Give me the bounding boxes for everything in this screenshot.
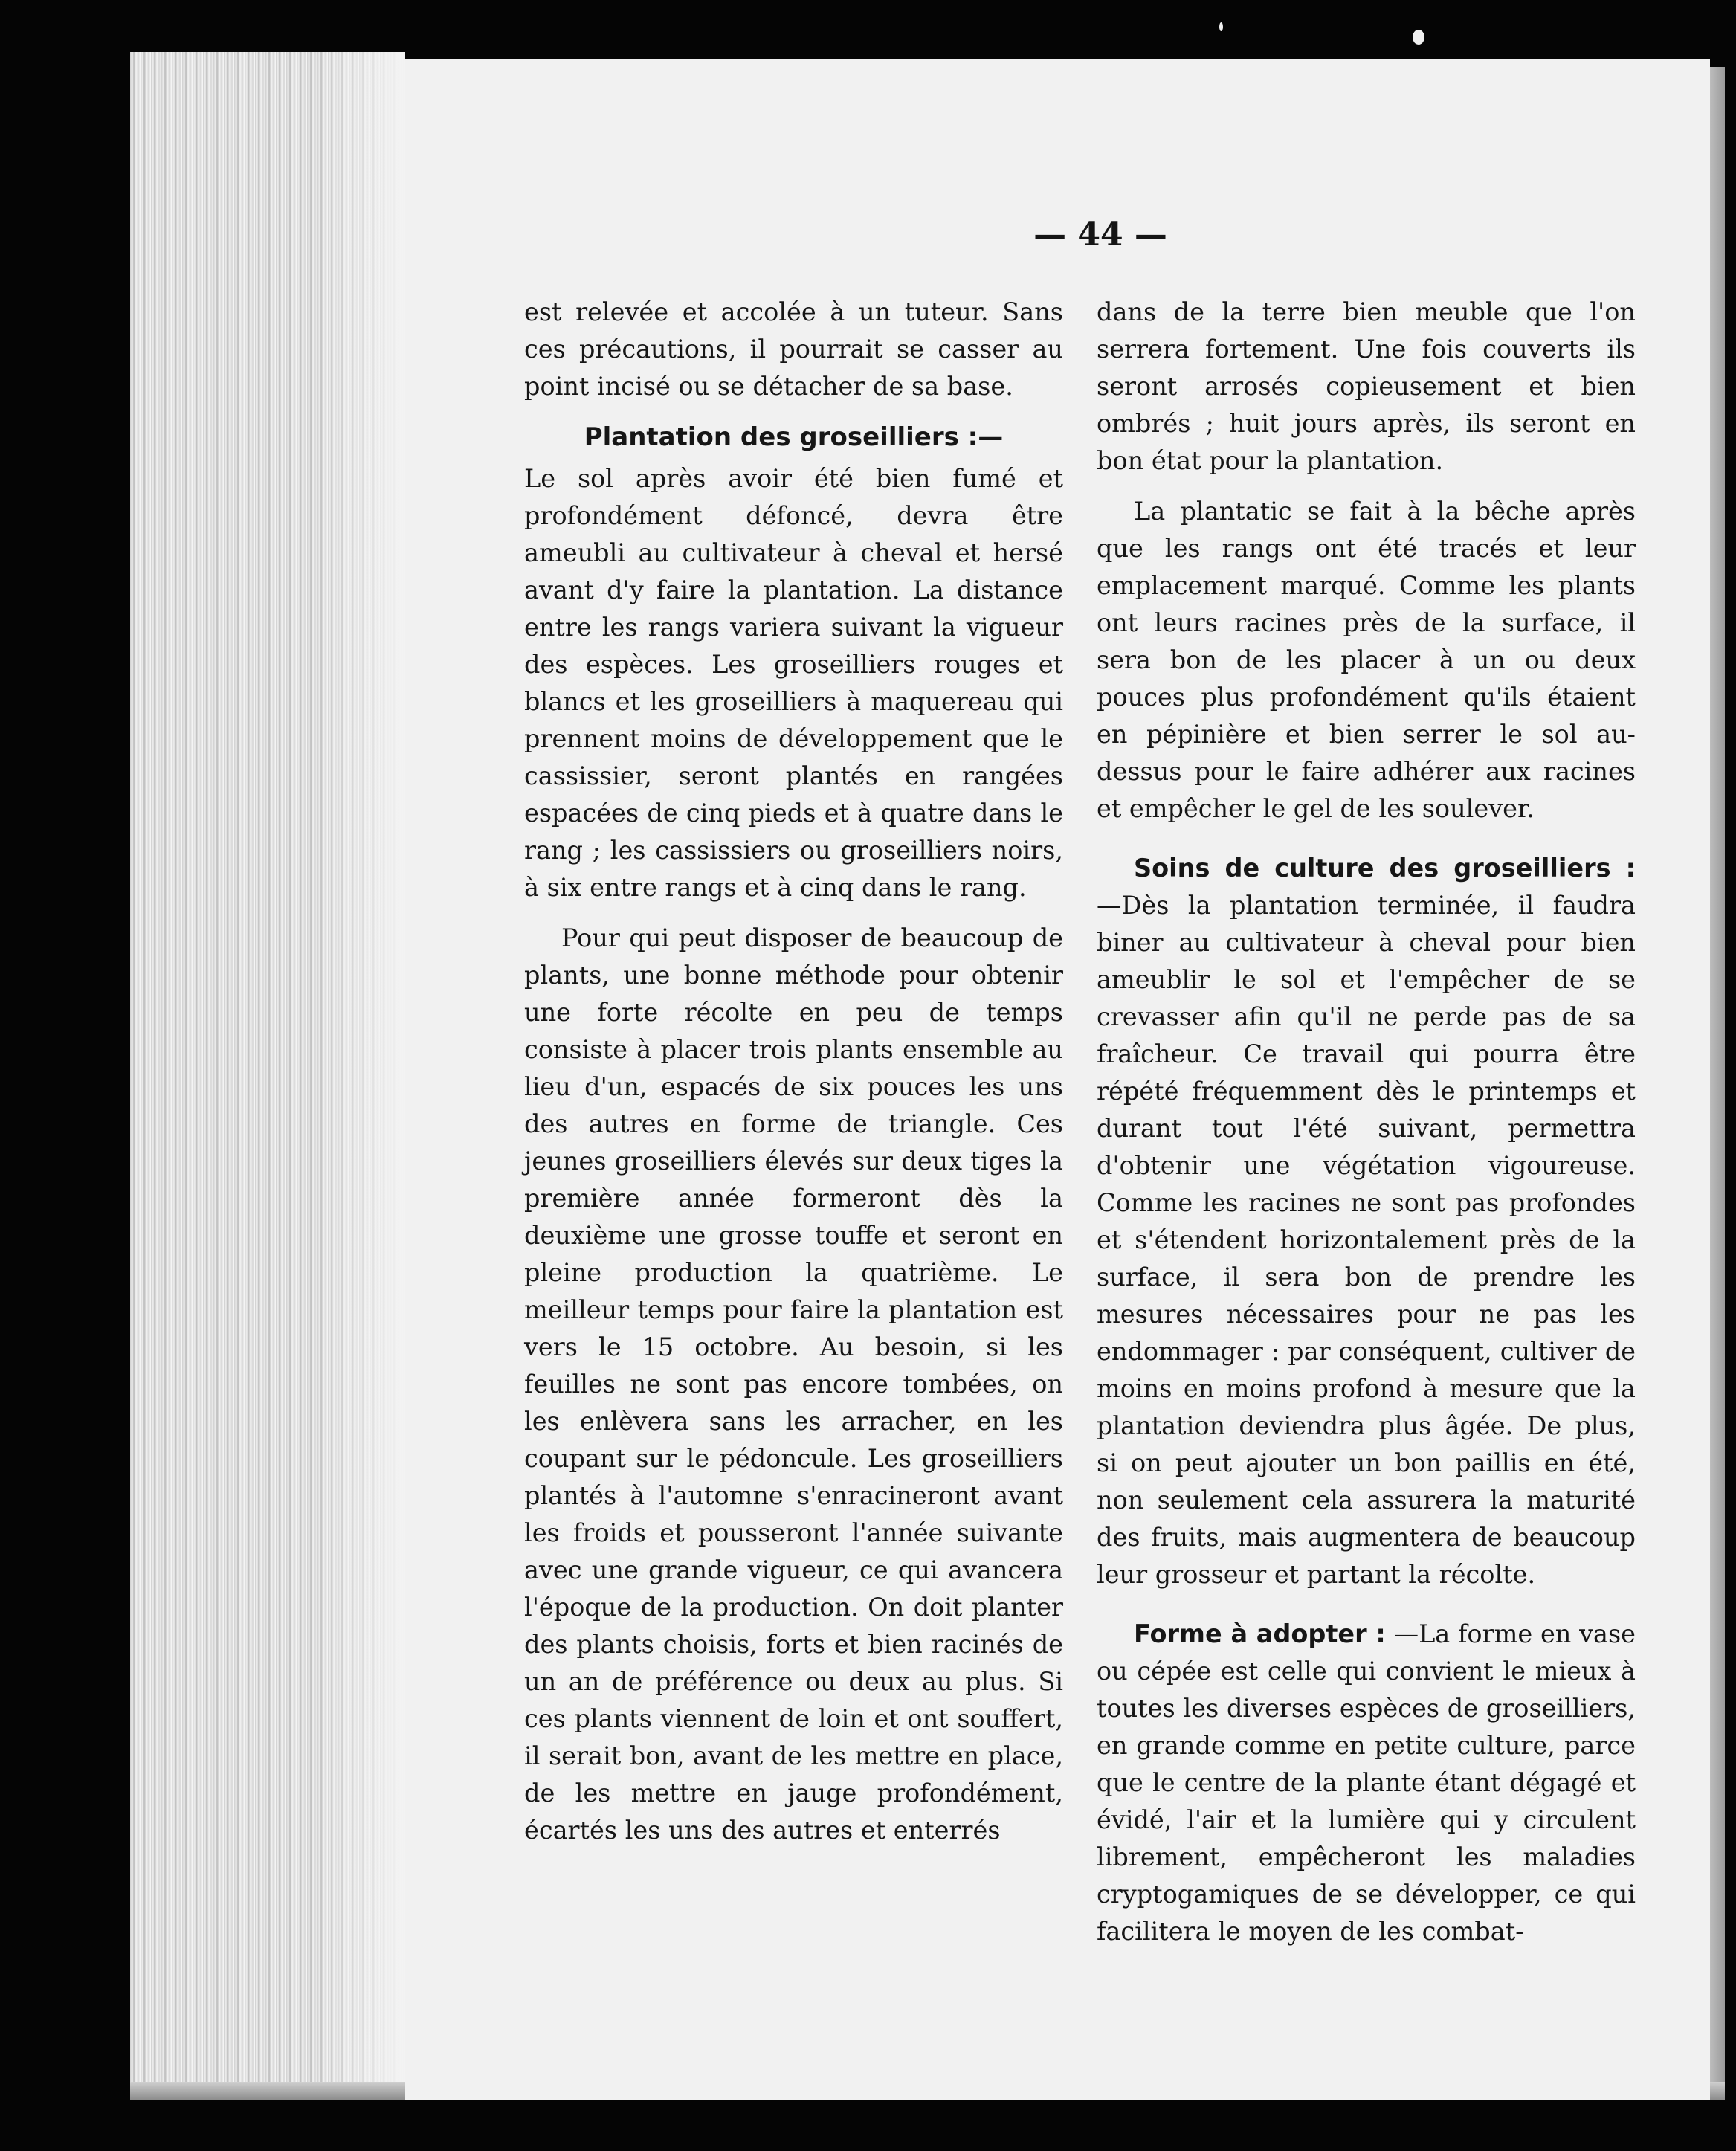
section-heading: Forme à adopter : xyxy=(1134,1619,1386,1648)
paragraph xyxy=(1097,850,1636,1593)
paragraph xyxy=(1097,1616,1636,1950)
page-number: — 44 — xyxy=(1033,216,1167,254)
left-text-column xyxy=(524,294,1063,1863)
book-page-edges xyxy=(130,52,405,2100)
paragraph: est relevée et accolée à un tuteur. Sans ces précautions, il pourrait se casser au point incisé ou se détacher de sa base. xyxy=(524,297,1063,401)
section-heading: Plantation des groseilliers :— xyxy=(584,422,1004,452)
paragraph-body: —La forme en vase ou cépée est celle qui convient le mieux à toutes les diverses espèces de groseilliers, en grande comme en petite culture, parce que le centre de la plante étant dégagé et évidé, l'air et la lumière qui y circulent librement, empêcheront les maladies cryptogamiques de se développer, ce qui facilitera le moyen de les combat- xyxy=(1097,1619,1636,1946)
dust-speck xyxy=(1219,22,1223,31)
section-heading: Soins de culture des groseilliers : xyxy=(1134,854,1636,883)
right-text-column xyxy=(1097,294,1636,1964)
paragraph: dans de la terre bien meuble que l'on serrera fortement. Une fois couverts ils seront arrosés copieusement et bien ombrés ; huit jours après, ils seront en bon état pour la plantation. xyxy=(1097,297,1636,475)
paragraph: La plantatic se fait à la bêche après que les rangs ont été tracés et leur emplacement marqué. Comme les plants ont leurs racines près de la surface, il sera bon de les placer à un ou deux pouces plus profondément qu'ils étaient en pépinière et bien serrer le sol au-dessus pour le faire adhérer aux racines et empêcher le gel de les soulever. xyxy=(1097,497,1636,823)
paragraph: Pour qui peut disposer de beaucoup de plants, une bonne méthode pour obtenir une forte récolte en peu de temps consiste à placer trois plants ensemble au lieu d'un, espacés de six pouces les uns des autres en forme de triangle. Ces jeunes groseilliers élevés sur deux tiges la première année formeront dès la deuxième une grosse touffe et seront en pleine production la quatrième. Le meilleur temps pour faire la plantation est vers le 15 octobre. Au besoin, si les feuilles ne sont pas encore tombées, on les enlèvera sans les arracher, en les coupant sur le pédoncule. Les groseilliers plantés à l'automne s'enracineront avant les froids et pousseront l'année suivante avec une grande vigueur, ce qui avancera l'époque de la production. On doit planter des plants choisis, forts et bien racinés de un an de préférence ou deux au plus. Si ces plants viennent de loin et ont souffert, il serait bon, avant de les mettre en place, de les mettre en jauge profondément, écartés les uns des autres et enterrés xyxy=(524,923,1063,1845)
paragraph: Le sol après avoir été bien fumé et profondément défoncé, devra être ameubli au cultivateur à cheval et hersé avant d'y faire la plantation. La distance entre les rangs variera suivant la vigueur des espèces. Les groseilliers rouges et blancs et les groseilliers à maquereau qui prennent moins de développement que le cassissier, seront plantés en rangées espacées de cinq pieds et à quatre dans le rang ; les cassissiers ou groseilliers noirs, à six entre rangs et à cinq dans le rang. xyxy=(524,464,1063,902)
paragraph-body: —Dès la plantation terminée, il faudra biner au cultivateur à cheval pour bien ameublir le sol et l'empêcher de se crevasser afin qu'il ne perde pas de sa fraîcheur. Ce travail qui pourra être répété fréquemment dès le printemps et durant tout l'été suivant, permettra d'obtenir une végétation vigoureuse. Comme les racines ne sont pas profondes et s'étendent horizontalement près de la surface, il sera bon de prendre les mesures nécessaires pour ne pas les endommager : par conséquent, cultiver de moins en moins profond à mesure que la plantation deviendra plus âgée. De plus, si on peut ajouter un bon paillis en été, non seulement cela assurera la maturité des fruits, mais augmentera de beaucoup leur grosseur et partant la récolte. xyxy=(1097,891,1636,1589)
dust-speck xyxy=(1413,30,1424,45)
